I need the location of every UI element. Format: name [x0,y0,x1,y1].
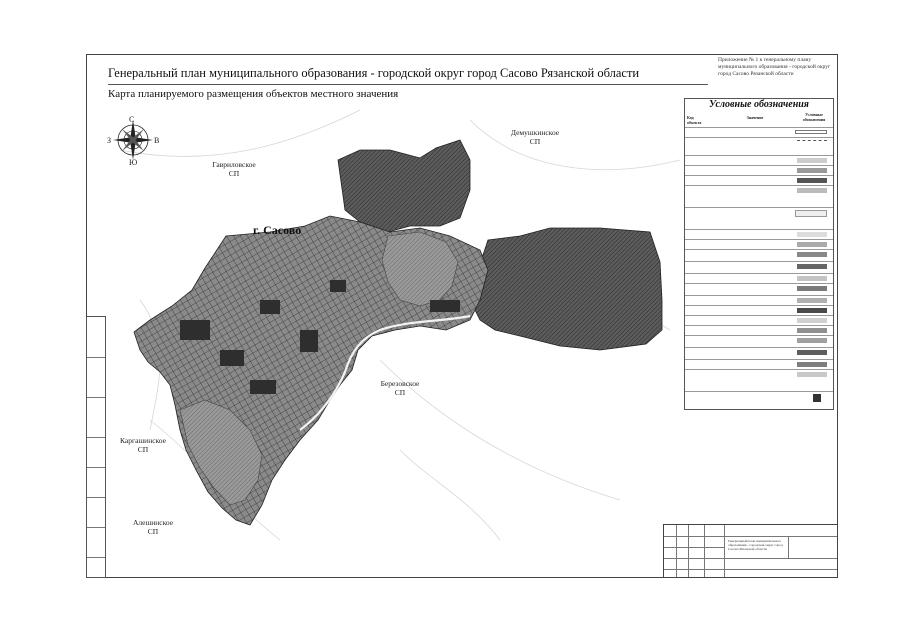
legend-title: Условные обозначения [709,99,809,110]
legend-row [685,207,833,219]
legend-col-code: Код объекта [687,115,702,125]
legend-row [685,185,833,195]
city-label: г. Сасово [253,223,302,237]
legend-row [685,239,833,249]
map-subtitle: Карта планируемого размещения объектов местного значения [108,88,399,100]
legend-col-symbol: Условные обозначения [802,112,826,122]
legend-row [685,315,833,325]
legend-row [685,335,833,347]
legend-row [685,369,833,379]
legend-row [685,359,833,369]
compass-south-label: Ю [129,158,138,167]
compass-east-label: В [154,136,160,145]
neighbor-label: Алешинское СП [132,518,174,536]
legend-row [685,325,833,335]
neighbor-label: Гавриловское СП [212,160,256,178]
legend-row [685,305,833,315]
legend-row [685,249,833,261]
compass-west-label: З [107,136,112,145]
title-block [663,524,838,578]
neighbor-label: Демушкинское СП [510,128,560,146]
appendix-note: Приложение № 1 к генеральному плану муниципального образования - городской округ город Сасово Рязанской области [718,57,831,77]
legend-row [685,229,833,239]
legend-row [685,155,833,165]
title-block-doc-title: Генеральный план муниципального образования - городской округ город Сасово Рязанской области [728,539,783,551]
legend-col-name: Значение [746,115,764,120]
legend-row [685,127,833,137]
legend-row [685,261,833,273]
legend-row [685,273,833,283]
legend-row [685,391,833,409]
neighbor-label: Каргашинское СП [120,436,166,454]
left-stamp-strip [86,316,106,578]
map-title: Генеральный план муниципального образования - городской округ город Сасово Рязанской области [108,66,640,80]
legend-row [685,137,833,147]
legend-row [685,175,833,185]
legend-row [685,165,833,175]
title-divider [108,84,708,85]
legend-row [685,295,833,305]
legend-row [685,347,833,359]
compass-north-label: С [129,115,135,124]
legend-row [685,283,833,295]
neighbor-label: Березовское СП [380,379,420,397]
legend-panel [684,98,834,410]
